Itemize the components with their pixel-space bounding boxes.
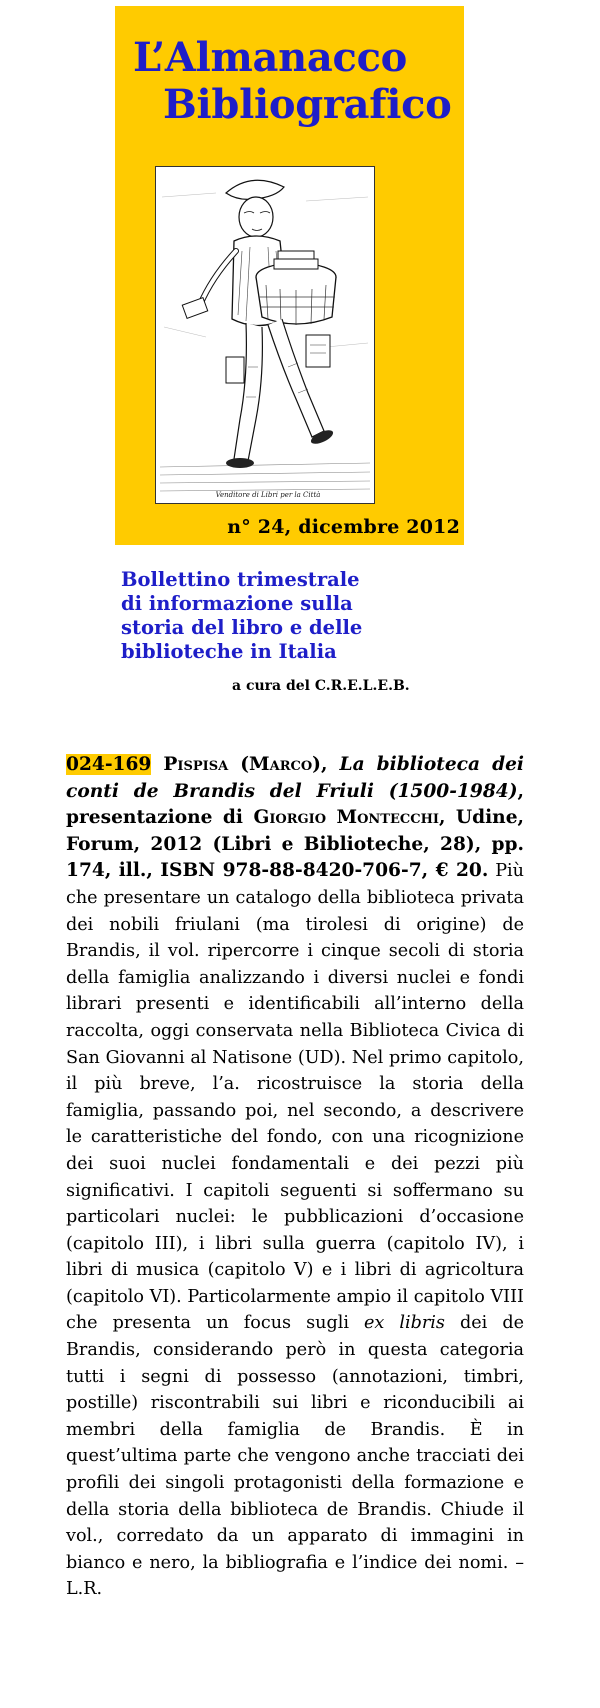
bulletin-subtitle-line4: biblioteche in Italia [121, 640, 337, 663]
entry-number: 024-169 [66, 754, 152, 775]
cover-title [133, 34, 452, 128]
entry-author-given: (Marco) [240, 754, 321, 775]
bulletin-editor: a cura del C.R.E.L.E.B. [232, 678, 410, 694]
entry-abstract-part1: Più che presentare un catalogo della biblioteca privata dei nobili friulani (ma tirolesi di origine) de Brandis, il vol. ripercorre i cinque secoli di storia della famiglia analizzando i diversi nuclei e fondi librari presenti e identificabili all’interno della raccolta, oggi conservata nella Biblioteca Civica di San Giovanni al Natisone (UD). Nel primo capitolo, il più breve, l’a. ricostruisce la storia della famiglia, passando poi, nel secondo, a descrivere le caratteristiche del fondo, con una ricognizione dei suoi nuclei fondamentali e dei pezzi più significativi. I capitoli seguenti si soffermano su particolari nuclei: le pubblicazioni d’occasione (capitolo III), i libri sulla guerra (capitolo IV), i libri di musica (capitolo V) e i libri di agricoltura (capitolo VI). Particolarmente ampio il capitolo VIII che presenta un focus sugli [66, 861, 524, 1334]
issue-number: n° 24, dicembre 2012 [227, 516, 460, 538]
entry-imprint: Udine, Forum, 2012 (Libri e Biblioteche, 28), pp. 174, ill., ISBN 978-88-8420-706-7, € 20. [66, 807, 524, 882]
entry-title: La biblioteca dei conti de Brandis del Friuli (1500-1984) [66, 754, 524, 802]
entry-abstract-part2: dei de Brandis, considerando però in questa categoria tutti i segni di possesso (annotazioni, timbri, postille) riscontrabili sui libri e riconducibili ai membri della famiglia de Brandis. È in quest’ultima parte che vengono anche tracciati dei profili dei singoli protagonisti della formazione e della storia della biblioteca de Brandis. Chiude il vol., corredato da un apparato di immagini in bianco e nero, la bibliografia e l’indice dei nomi. – L.R. [66, 1313, 525, 1600]
cover-illustration-book-seller [155, 166, 375, 504]
entry-abstract [66, 861, 524, 1599]
cover [115, 6, 464, 545]
cover-title-line2: Bibliografico [163, 81, 452, 128]
entry-presentation-prefix: presentazione di [66, 807, 243, 829]
bulletin-subtitle-line1: Bollettino trimestrale [121, 568, 360, 591]
entry-author-surname: Pispisa [163, 754, 229, 775]
entry-abstract-italic: ex libris [364, 1313, 445, 1334]
cover-illustration-caption: Venditore di Libri per la Città [215, 491, 321, 499]
bulletin-subtitle-line2: di informazione sulla [121, 592, 353, 615]
cover-title-line1: L’Almanacco [133, 34, 408, 81]
bulletin-subtitle [121, 568, 441, 664]
entry-presenter: Giorgio Montecchi [253, 807, 439, 829]
entry-heading: 024-169 Pispisa (Marco), La biblioteca dei conti de Brandis del Friuli (1500-1984), presentazione di Giorgio Montecchi, Udine, Forum, 2012 (Libri e Biblioteche, 28), pp. 174, ill., ISBN 978-88-8420-706-7, € 20. [66, 754, 524, 882]
bibliographic-entry [66, 752, 524, 1603]
bulletin-subtitle-line3: storia del libro e delle [121, 616, 363, 639]
